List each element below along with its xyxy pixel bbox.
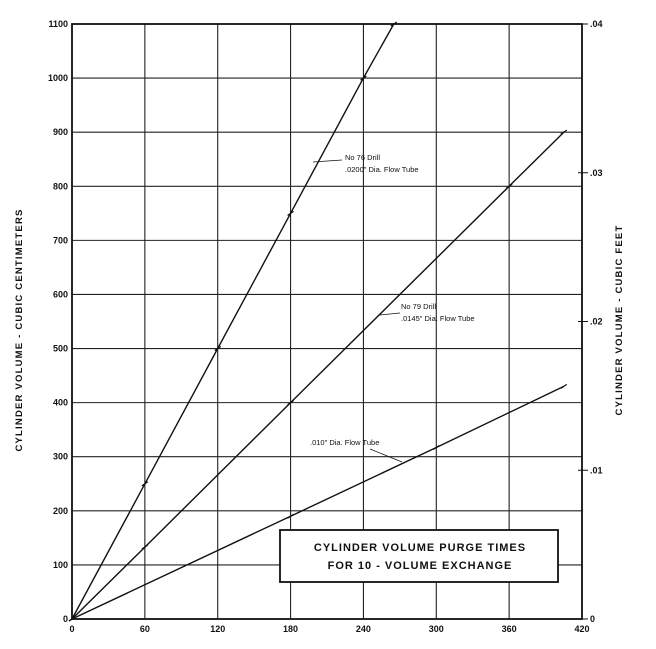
y-tick-label: 1100 bbox=[48, 19, 68, 29]
y-tick-label: 700 bbox=[52, 235, 68, 246]
y2-axis-label: CYLINDER VOLUME - CUBIC FEET bbox=[614, 224, 625, 416]
series-label-no79-line1: No 79 Drill bbox=[401, 302, 437, 311]
x-tick-label: 300 bbox=[428, 624, 444, 634]
series-label-no76-line1: No 76 Drill bbox=[345, 153, 381, 162]
y-axis-label: CYLINDER VOLUME - CUBIC CENTIMETERS bbox=[14, 208, 25, 452]
y-tick-label: 300 bbox=[52, 451, 68, 462]
x-tick-label: 240 bbox=[355, 624, 371, 634]
title-box bbox=[280, 530, 558, 582]
y-tick-label: 800 bbox=[52, 181, 68, 192]
x-tick-label: 420 bbox=[574, 624, 590, 634]
y-tick-label: 0 bbox=[62, 614, 68, 624]
series-label-010-text: .010" Dia. Flow Tube bbox=[310, 438, 380, 447]
y2-tick-label: .04 bbox=[590, 19, 603, 29]
x-tick-label: 0 bbox=[69, 624, 75, 634]
y2-tick-label: .03 bbox=[590, 167, 603, 178]
chart-title-line2: FOR 10 - VOLUME EXCHANGE bbox=[327, 560, 513, 572]
x-tick-label: 180 bbox=[283, 624, 299, 634]
chart-title-line1: CYLINDER VOLUME PURGE TIMES bbox=[313, 542, 527, 554]
y2-tick-label: .01 bbox=[590, 465, 603, 476]
x-tick-label: 60 bbox=[139, 624, 150, 634]
y-tick-label: 200 bbox=[52, 505, 68, 516]
y-tick-label: 100 bbox=[52, 559, 68, 570]
y-tick-label: 600 bbox=[52, 289, 68, 300]
series-label-no79-line2: .0145" Dia. Flow Tube bbox=[401, 314, 475, 323]
series-label-no76 bbox=[313, 153, 419, 174]
y-tick-label: 500 bbox=[52, 343, 68, 354]
y2-tick-label: 0 bbox=[590, 614, 596, 624]
y2-tick-label: .02 bbox=[590, 316, 603, 327]
series-line-2 bbox=[72, 386, 564, 619]
y-tick-label: 900 bbox=[52, 127, 68, 138]
x-tick-label: 360 bbox=[501, 624, 517, 634]
y-tick-label: 400 bbox=[52, 397, 68, 408]
x-tick-label: 120 bbox=[210, 624, 226, 634]
y-tick-label: 1000 bbox=[47, 73, 68, 84]
series-label-010 bbox=[310, 438, 402, 462]
series-label-no79 bbox=[380, 302, 475, 323]
series-point-2 bbox=[561, 384, 567, 388]
series-label-no76-line2: .0200" Dia. Flow Tube bbox=[345, 165, 419, 174]
